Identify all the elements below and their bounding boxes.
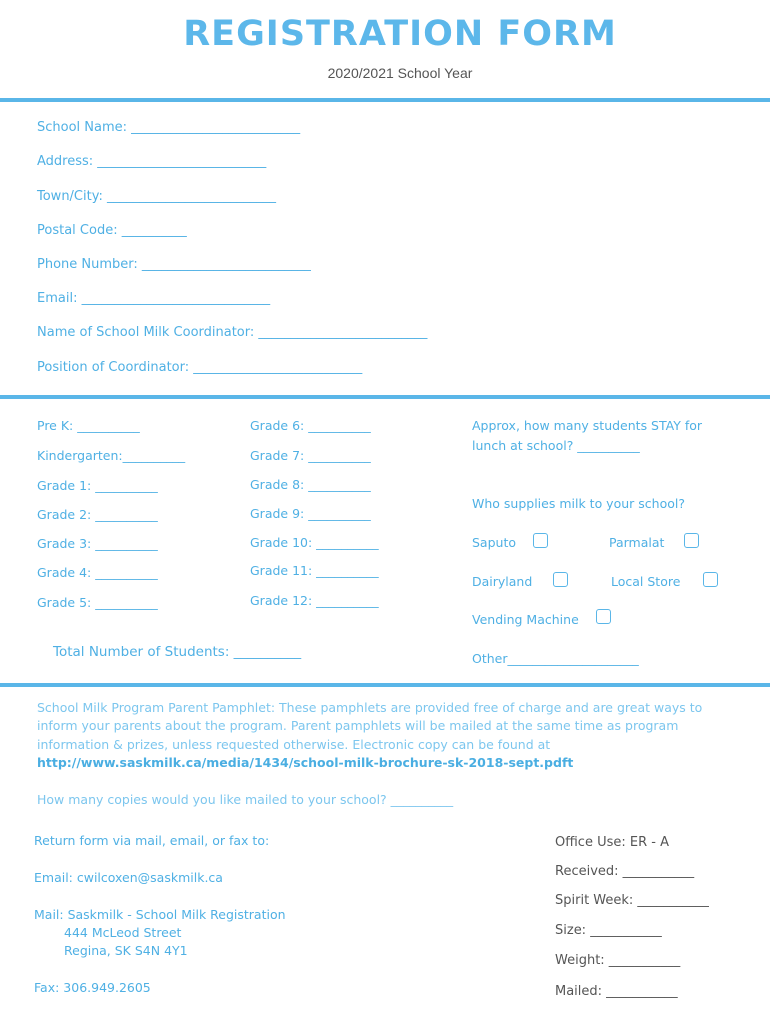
office-received-field[interactable]: Received: ___________ <box>555 864 695 879</box>
local-store-checkbox[interactable] <box>703 572 718 587</box>
local-store-label: Local Store <box>611 574 681 589</box>
saputo-checkbox[interactable] <box>533 533 548 548</box>
grade-9-field[interactable]: Grade 9: __________ <box>250 506 371 521</box>
phone-number-field[interactable]: Phone Number: __________________________ <box>37 257 311 272</box>
grade-7-field[interactable]: Grade 7: __________ <box>250 448 371 463</box>
divider-2 <box>0 395 770 399</box>
other-supplier-field[interactable]: Other_____________________ <box>472 651 639 666</box>
contact-fax: Fax: 306.949.2605 <box>34 980 151 995</box>
grade-1-field[interactable]: Grade 1: __________ <box>37 478 158 493</box>
total-students-field[interactable]: Total Number of Students: __________ <box>53 644 302 660</box>
pamphlet-text-line1: School Milk Program Parent Pamphlet: These pamphlets are provided free of charge and are great ways to <box>37 700 703 715</box>
parmalat-label: Parmalat <box>609 535 665 550</box>
grade-kindergarten-field[interactable]: Kindergarten:__________ <box>37 448 186 463</box>
office-use-title: Office Use: ER - A <box>555 835 669 850</box>
email-field[interactable]: Email: _____________________________ <box>37 291 271 306</box>
divider-1 <box>0 98 770 102</box>
pamphlet-copies-field[interactable]: How many copies would you like mailed to your school? __________ <box>37 792 454 807</box>
lunch-question-line1: Approx, how many students STAY for <box>472 418 703 433</box>
saputo-label: Saputo <box>472 535 517 550</box>
contact-email[interactable]: Email: cwilcoxen@saskmilk.ca <box>34 870 223 885</box>
grade-prek-field[interactable]: Pre K: __________ <box>37 418 140 433</box>
return-instructions: Return form via mail, email, or fax to: <box>34 833 270 848</box>
milk-supplier-question: Who supplies milk to your school? <box>472 496 685 511</box>
pamphlet-text-line3: information & prizes, unless requested otherwise. Electronic copy can be found at <box>37 737 551 752</box>
dairyland-label: Dairyland <box>472 574 533 589</box>
grade-10-field[interactable]: Grade 10: __________ <box>250 535 379 550</box>
grade-12-field[interactable]: Grade 12: __________ <box>250 593 379 608</box>
postal-code-field[interactable]: Postal Code: __________ <box>37 223 187 238</box>
grade-6-field[interactable]: Grade 6: __________ <box>250 418 371 433</box>
office-weight-field[interactable]: Weight: ___________ <box>555 953 681 968</box>
pamphlet-link[interactable]: http://www.saskmilk.ca/media/1434/school-milk-brochure-sk-2018-sept.pdft <box>37 755 574 770</box>
grade-8-field[interactable]: Grade 8: __________ <box>250 477 371 492</box>
grade-5-field[interactable]: Grade 5: __________ <box>37 595 158 610</box>
office-spirit-week-field[interactable]: Spirit Week: ___________ <box>555 893 709 908</box>
grade-11-field[interactable]: Grade 11: __________ <box>250 563 379 578</box>
mail-address-line3: Regina, SK S4N 4Y1 <box>64 943 188 958</box>
lunch-question-field[interactable]: lunch at school? __________ <box>472 438 640 453</box>
divider-3 <box>0 683 770 687</box>
pamphlet-text-line2: inform your parents about the program. Parent pamphlets will be mailed at the same time as program <box>37 718 679 733</box>
office-size-field[interactable]: Size: ___________ <box>555 923 662 938</box>
form-title: REGISTRATION FORM <box>183 14 617 54</box>
vending-machine-label: Vending Machine <box>472 612 579 627</box>
grade-3-field[interactable]: Grade 3: __________ <box>37 536 158 551</box>
office-mailed-field[interactable]: Mailed: ___________ <box>555 984 678 999</box>
grade-4-field[interactable]: Grade 4: __________ <box>37 565 158 580</box>
coordinator-name-field[interactable]: Name of School Milk Coordinator: __________________________ <box>37 325 428 340</box>
form-subtitle: 2020/2021 School Year <box>327 65 473 81</box>
coordinator-position-field[interactable]: Position of Coordinator: __________________________ <box>37 360 363 375</box>
address-field[interactable]: Address: __________________________ <box>37 154 267 169</box>
parmalat-checkbox[interactable] <box>684 533 699 548</box>
grade-2-field[interactable]: Grade 2: __________ <box>37 507 158 522</box>
mail-address-line2: 444 McLeod Street <box>64 925 182 940</box>
school-name-field[interactable]: School Name: __________________________ <box>37 120 301 135</box>
dairyland-checkbox[interactable] <box>553 572 568 587</box>
vending-machine-checkbox[interactable] <box>596 609 611 624</box>
mail-address-line1: Mail: Saskmilk - School Milk Registration <box>34 907 286 922</box>
town-city-field[interactable]: Town/City: __________________________ <box>37 189 276 204</box>
